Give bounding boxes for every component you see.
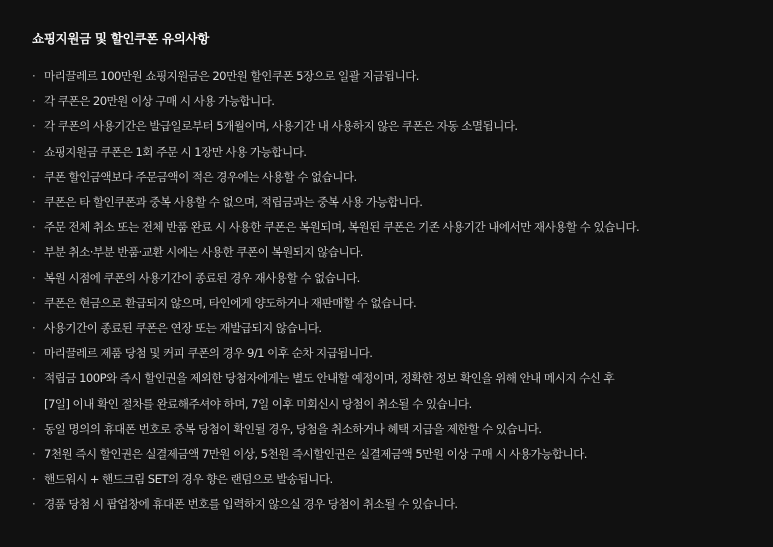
notice-item [32,341,753,366]
bullet-dot: · [32,321,36,336]
notice-item-text: 경품 당첨 시 팝업창에 휴대폰 번호를 입력하지 않으실 경우 당첨이 취소될 수 있습니다. [44,497,458,512]
notice-item [32,291,753,316]
notice-item-text: 각 쿠폰의 사용기간은 발급일로부터 5개월이며, 사용기간 내 사용하지 않은 쿠폰은 자동 소멸됩니다. [44,119,518,134]
notice-item-text: 복원 시점에 쿠폰의 사용기간이 종료된 경우 재사용할 수 없습니다. [44,270,360,285]
notice-item-text: [7일] 이내 확인 절차를 완료해주셔야 하며, 7일 이후 미회신시 당첨이 취소될 수 있습니다. [44,396,472,411]
notice-item-text: 핸드워시 + 핸드크림 SET의 경우 향은 랜덤으로 발송됩니다. [44,472,333,487]
bullet-dot: · [32,371,36,386]
notice-item [32,492,753,517]
bullet-dot: · [32,220,36,235]
notice-item [32,165,753,190]
notice-item-text: 쇼핑지원금 쿠폰은 1회 주문 시 1장만 사용 가능합니다. [44,144,307,159]
notice-item-text: 각 쿠폰은 20만원 이상 구매 시 사용 가능합니다. [44,94,275,109]
notice-title: 쇼핑지원금 및 할인쿠폰 유의사항 [32,31,210,46]
bullet-dot: · [32,346,36,361]
notice-item [32,215,753,240]
notice-item [32,140,753,165]
bullet-dot: · [32,497,36,512]
notice-item-text: 사용기간이 종료된 쿠폰은 연장 또는 재발급되지 않습니다. [44,321,322,336]
notice-item-text: 마리끌레르 100만원 쇼핑지원금은 20만원 할인쿠폰 5장으로 일괄 지급됩니다. [44,69,419,83]
notice-item [32,89,753,114]
notice-item-text: 부분 취소·부분 반품·교환 시에는 사용한 쿠폰이 복원되지 않습니다. [44,245,363,260]
bullet-dot: · [32,69,36,83]
notice-item-text: 동일 명의의 휴대폰 번호로 중복 당첨이 확인될 경우, 당첨을 취소하거나 혜택 지급을 제한할 수 있습니다. [44,421,542,436]
notice-item [32,64,753,89]
notice-item [32,240,753,265]
bullet-dot: · [32,472,36,487]
bullet-dot: · [32,169,36,184]
notice-item [32,417,753,442]
bullet-dot: · [32,94,36,109]
bullet-dot: · [32,119,36,134]
notice-item-text: 쿠폰 할인금액보다 주문금액이 적은 경우에는 사용할 수 없습니다. [44,169,357,184]
notice-item-text: 쿠폰은 현금으로 환급되지 않으며, 타인에게 양도하거나 재판매할 수 없습니다. [44,295,417,310]
bullet-dot: · [32,421,36,436]
notice-item-text: 주문 전체 취소 또는 전체 반품 완료 시 사용한 쿠폰은 복원되며, 복원된 쿠폰은 기존 사용기간 내에서만 재사용할 수 있습니다. [44,220,640,235]
bullet-dot: · [32,295,36,310]
notice-item [32,316,753,341]
notice-item [32,467,753,492]
notice-item [32,114,753,139]
bullet-dot: · [32,144,36,159]
notice-item [32,190,753,215]
notice-item [32,442,753,467]
notice-item-text: 적립금 100P와 즉시 할인권을 제외한 당첨자에게는 별도 안내할 예정이며, 정확한 정보 확인을 위해 안내 메시지 수신 후 [44,371,615,386]
notice-list [32,64,753,518]
bullet-dot: · [32,447,36,462]
bullet-dot: · [32,270,36,285]
bullet-dot: · [32,195,36,210]
notice-item [32,366,753,416]
notice-item-text: 쿠폰은 타 할인쿠폰과 중복 사용할 수 없으며, 적립금과는 중복 사용 가능합니다. [44,195,423,210]
notice-item-text: 7천원 즉시 할인권은 실결제금액 7만원 이상, 5천원 즉시할인권은 실결제금액 5만원 이상 구매 시 사용가능합니다. [44,447,587,462]
notice-item-text: 마리끌레르 제품 당첨 및 커피 쿠폰의 경우 9/1 이후 순차 지급됩니다. [44,346,373,361]
bullet-dot: · [32,245,36,260]
notice-item [32,266,753,291]
